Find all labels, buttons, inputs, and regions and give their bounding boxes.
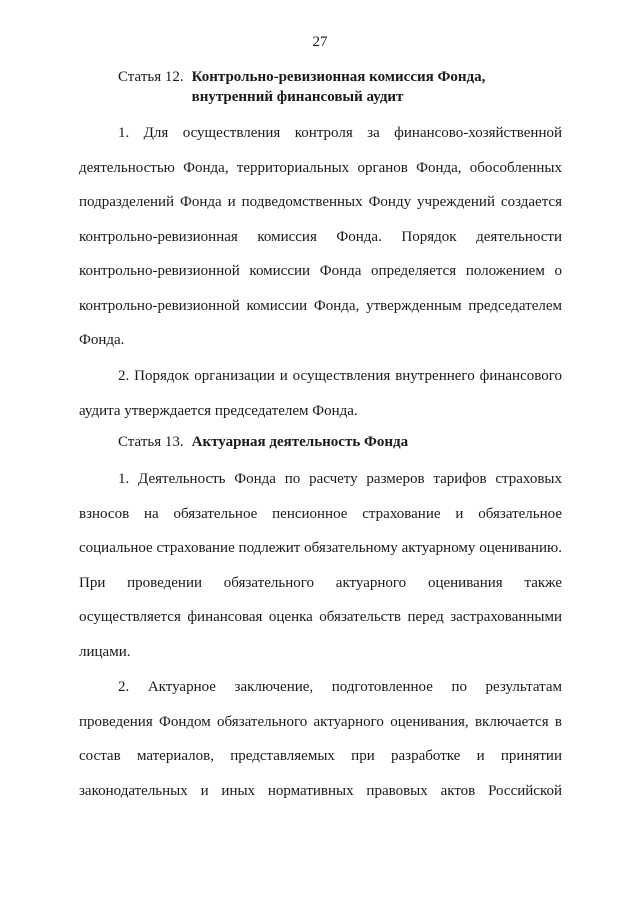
text-line: осуществляется финансовая оценка обязательств перед застрахованными — [79, 609, 562, 625]
text-line: лицами. — [79, 643, 131, 660]
article-13-title — [192, 432, 409, 452]
article-12-title — [192, 67, 486, 107]
text-line: законодательных и иных нормативных правовых актов Российской — [79, 782, 562, 799]
article-13-title-line: Актуарная деятельность Фонда — [191, 434, 409, 450]
text-line: аудита утверждается председателем Фонда. — [79, 402, 358, 419]
text-line: контрольно-ревизионная комиссия Фонда. Порядок деятельности — [79, 228, 562, 245]
text-line: контрольно-ревизионной комиссии Фонда, утвержденным председателем — [79, 297, 562, 314]
text-line: социальное страхование подлежит обязательному актуарному оцениванию. — [79, 540, 562, 556]
article-13-heading — [118, 432, 408, 452]
text-line: подразделений Фонда и подведомственных Фонду учреждений создается — [79, 194, 562, 210]
article-12-paragraph-2 — [79, 359, 562, 428]
article-13-paragraph-2 — [79, 670, 562, 808]
text-line: 2. Актуарное заключение, подготовленное по результатам — [118, 679, 562, 695]
article-13-number: Статья 13. — [118, 434, 184, 450]
text-line: 2. Порядок организации и осуществления внутреннего финансового — [118, 368, 562, 384]
text-line: взносов на обязательное пенсионное страхование и обязательное — [79, 505, 562, 522]
article-13-paragraph-1 — [79, 462, 562, 669]
text-line: 1. Для осуществления контроля за финансово-хозяйственной — [118, 125, 562, 141]
text-line: При проведении обязательного актуарного оценивания также — [79, 574, 562, 591]
page-number: 27 — [312, 34, 328, 50]
article-12-paragraph-1 — [79, 116, 562, 358]
text-line: Фонда. — [79, 332, 125, 348]
text-line: деятельностью Фонда, территориальных органов Фонда, обособленных — [79, 159, 562, 176]
text-line: 1. Деятельность Фонда по расчету размеров тарифов страховых — [118, 471, 562, 487]
article-12-title-line: Контрольно-ревизионная комиссия Фонда, — [191, 69, 486, 85]
text-line: проведения Фондом обязательного актуарного оценивания, включается в — [79, 713, 562, 730]
article-12-heading — [118, 67, 485, 107]
text-line: состав материалов, представляемых при разработке и принятии — [79, 748, 562, 764]
article-12-number: Статья 12. — [118, 69, 184, 85]
text-line: контрольно-ревизионной комиссии Фонда определяется положением о — [79, 263, 562, 279]
article-12-title-line: внутренний финансовый аудит — [191, 89, 404, 105]
